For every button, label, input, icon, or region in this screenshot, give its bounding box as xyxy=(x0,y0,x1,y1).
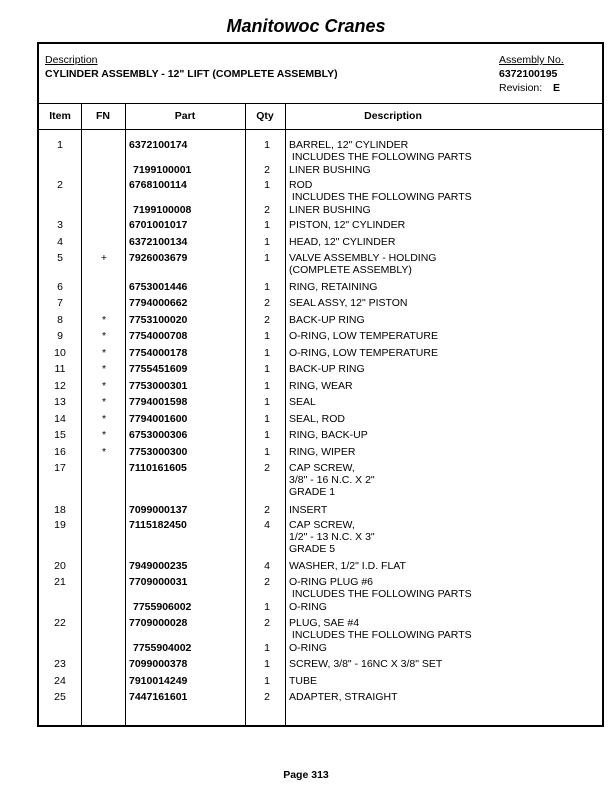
part-number: 7753100020 xyxy=(129,314,188,326)
quantity: 1 xyxy=(264,252,270,264)
part-description: BACK-UP RING xyxy=(289,363,365,375)
part-number: 7709000028 xyxy=(129,617,188,629)
item-number: 5 xyxy=(57,252,63,264)
part-number: 7709000031 xyxy=(129,576,188,588)
quantity: 1 xyxy=(264,413,270,425)
quantity: 1 xyxy=(264,675,270,687)
part-description: O-RING, LOW TEMPERATURE xyxy=(289,347,438,359)
quantity: 1 xyxy=(264,139,270,151)
assembly-number-label: Assembly No. xyxy=(499,54,564,66)
item-number: 24 xyxy=(54,675,66,687)
quantity: 2 xyxy=(264,504,270,516)
header-divider xyxy=(39,103,602,104)
part-number: 7110161605 xyxy=(129,462,187,474)
fn-marker: * xyxy=(101,446,107,458)
column-divider xyxy=(245,103,246,727)
item-number: 16 xyxy=(54,446,66,458)
item-number: 11 xyxy=(54,363,66,375)
quantity: 2 xyxy=(264,462,270,474)
part-description: SEAL xyxy=(289,396,316,408)
part-number: 7115182450 xyxy=(129,519,187,531)
quantity: 1 xyxy=(264,396,270,408)
quantity: 1 xyxy=(264,347,270,359)
quantity: 1 xyxy=(264,363,270,375)
quantity: 4 xyxy=(264,519,270,531)
part-number: 7753000300 xyxy=(129,446,188,458)
part-description: RING, WIPER xyxy=(289,446,356,458)
quantity: 2 xyxy=(264,691,270,703)
item-number: 20 xyxy=(54,560,66,572)
quantity: 1 xyxy=(264,281,270,293)
quantity: 1 xyxy=(264,179,270,191)
column-header-fn: FN xyxy=(96,110,110,122)
part-number: 7099000137 xyxy=(129,504,188,516)
column-header-divider xyxy=(39,129,602,130)
description-label: Description xyxy=(45,54,98,66)
part-number: 7754000708 xyxy=(129,330,188,342)
part-number: 7794000662 xyxy=(129,297,188,309)
item-number: 21 xyxy=(54,576,66,588)
part-number: 6753000306 xyxy=(129,429,188,441)
part-description: O-RING xyxy=(289,642,327,654)
quantity: 1 xyxy=(264,601,270,613)
part-description: O-RING, LOW TEMPERATURE xyxy=(289,330,438,342)
item-number: 9 xyxy=(57,330,63,342)
part-description: ROD INCLUDES THE FOLLOWING PARTS xyxy=(289,179,472,203)
item-number: 25 xyxy=(54,691,66,703)
part-description: BARREL, 12" CYLINDER INCLUDES THE FOLLOWING PARTS xyxy=(289,139,472,163)
part-description: SCREW, 3/8" - 16NC X 3/8" SET xyxy=(289,658,443,670)
fn-marker: * xyxy=(101,380,107,392)
part-description: TUBE xyxy=(289,675,318,687)
part-description: LINER BUSHING xyxy=(289,204,371,216)
quantity: 1 xyxy=(264,658,270,670)
item-number: 1 xyxy=(57,139,63,151)
item-number: 22 xyxy=(54,617,66,629)
part-number: 7199100001 xyxy=(133,164,192,176)
part-description: O-RING xyxy=(289,601,327,613)
item-number: 6 xyxy=(57,281,63,293)
item-number: 19 xyxy=(54,519,66,531)
part-number: 7794001600 xyxy=(129,413,188,425)
quantity: 2 xyxy=(264,297,270,309)
part-number: 7099000378 xyxy=(129,658,188,670)
column-header-description: Description xyxy=(364,110,422,122)
parts-list-frame xyxy=(37,42,604,727)
document-title: Manitowoc Cranes xyxy=(226,16,386,36)
fn-marker: * xyxy=(101,413,107,425)
assembly-description: CYLINDER ASSEMBLY - 12" LIFT (COMPLETE ASSEMBLY) xyxy=(45,68,338,80)
item-number: 4 xyxy=(57,236,63,248)
revision-label: Revision: xyxy=(499,82,543,94)
fn-marker: * xyxy=(101,347,107,359)
part-number: 7755906002 xyxy=(133,601,192,613)
item-number: 23 xyxy=(54,658,66,670)
part-description: CAP SCREW, 1/2" - 13 N.C. X 3" GRADE 5 xyxy=(289,519,375,555)
part-description: RING, BACK-UP xyxy=(289,429,368,441)
item-number: 12 xyxy=(54,380,66,392)
fn-marker: * xyxy=(101,429,107,441)
part-number: 7910014249 xyxy=(129,675,188,687)
item-number: 10 xyxy=(54,347,66,359)
column-header-qty: Qty xyxy=(256,110,274,122)
part-description: PISTON, 12" CYLINDER xyxy=(289,219,406,231)
part-number: 6372100134 xyxy=(129,236,188,248)
fn-marker: * xyxy=(101,330,107,342)
item-number: 17 xyxy=(54,462,66,474)
quantity: 2 xyxy=(264,164,270,176)
page-number: Page 313 xyxy=(283,769,329,781)
part-number: 6701001017 xyxy=(129,219,188,231)
quantity: 4 xyxy=(264,560,270,572)
part-description: CAP SCREW, 3/8" - 16 N.C. X 2" GRADE 1 xyxy=(289,462,375,498)
column-header-item: Item xyxy=(49,110,71,122)
quantity: 1 xyxy=(264,380,270,392)
part-description: LINER BUSHING xyxy=(289,164,371,176)
fn-marker: * xyxy=(101,396,107,408)
fn-marker: * xyxy=(101,363,107,375)
quantity: 1 xyxy=(264,446,270,458)
quantity: 2 xyxy=(264,314,270,326)
part-description: VALVE ASSEMBLY - HOLDING (COMPLETE ASSEMBLY) xyxy=(289,252,437,276)
part-number: 7755451609 xyxy=(129,363,188,375)
quantity: 1 xyxy=(264,429,270,441)
item-number: 2 xyxy=(57,179,63,191)
quantity: 1 xyxy=(264,236,270,248)
part-number: 7447161601 xyxy=(129,691,188,703)
part-description: HEAD, 12" CYLINDER xyxy=(289,236,396,248)
item-number: 8 xyxy=(57,314,63,326)
part-number: 7755904002 xyxy=(133,642,192,654)
part-description: INSERT xyxy=(289,504,328,516)
part-description: BACK-UP RING xyxy=(289,314,365,326)
part-description: RING, WEAR xyxy=(289,380,353,392)
part-description: SEAL ASSY, 12" PISTON xyxy=(289,297,408,309)
item-number: 7 xyxy=(57,297,63,309)
part-description: O-RING PLUG #6 INCLUDES THE FOLLOWING PARTS xyxy=(289,576,472,600)
part-description: SEAL, ROD xyxy=(289,413,346,425)
part-number: 6768100114 xyxy=(129,179,187,191)
part-description: PLUG, SAE #4 INCLUDES THE FOLLOWING PARTS xyxy=(289,617,472,641)
quantity: 2 xyxy=(264,576,270,588)
part-description: ADAPTER, STRAIGHT xyxy=(289,691,398,703)
part-description: WASHER, 1/2" I.D. FLAT xyxy=(289,560,406,572)
item-number: 3 xyxy=(57,219,63,231)
quantity: 1 xyxy=(264,642,270,654)
part-number: 7199100008 xyxy=(133,204,192,216)
part-number: 7754000178 xyxy=(129,347,188,359)
part-number: 7753000301 xyxy=(129,380,188,392)
column-header-part: Part xyxy=(174,110,196,122)
quantity: 2 xyxy=(264,204,270,216)
part-number: 6372100174 xyxy=(129,139,188,151)
revision-value: E xyxy=(553,82,561,94)
part-number: 7926003679 xyxy=(129,252,188,264)
item-number: 18 xyxy=(54,504,66,516)
quantity: 1 xyxy=(264,219,270,231)
column-divider xyxy=(125,103,126,727)
part-number: 6753001446 xyxy=(129,281,188,293)
quantity: 1 xyxy=(264,330,270,342)
assembly-number: 6372100195 xyxy=(499,68,558,80)
fn-marker: * xyxy=(101,314,107,326)
item-number: 15 xyxy=(54,429,66,441)
item-number: 13 xyxy=(54,396,66,408)
column-divider xyxy=(285,103,286,727)
quantity: 2 xyxy=(264,617,270,629)
part-number: 7794001598 xyxy=(129,396,188,408)
column-divider xyxy=(81,103,82,727)
fn-marker: + xyxy=(100,252,108,264)
part-description: RING, RETAINING xyxy=(289,281,378,293)
part-number: 7949000235 xyxy=(129,560,188,572)
item-number: 14 xyxy=(54,413,66,425)
